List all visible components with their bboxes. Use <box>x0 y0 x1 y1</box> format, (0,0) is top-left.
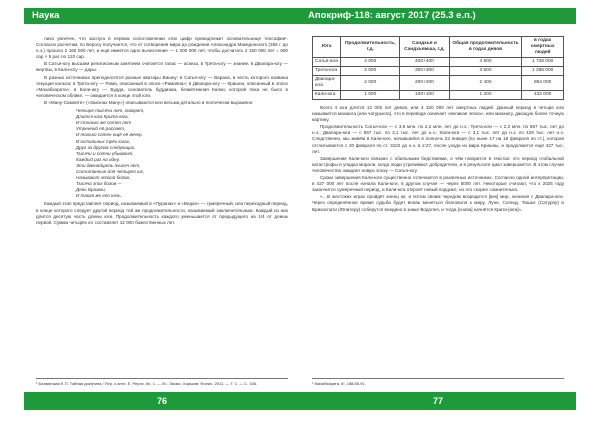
table-cell: 432 000 <box>522 91 564 100</box>
table-cell: 1 728 000 <box>522 58 564 67</box>
poem-line: И такая же его ночь. <box>76 193 122 199</box>
table-cell: 2 000 <box>341 76 400 91</box>
poem-line: Тысячи и сотни убывают, <box>76 150 134 156</box>
left-page-number: 76 <box>24 392 300 410</box>
table-cell: 400+400 <box>400 58 450 67</box>
right-paragraph-2: Продолжительность Сатья-юги — с 3,9 млн. по 2,2 млн. лет до н.э.; Трета-юги — с 2,2 млн. по 867 тыс. лет до н.э.; Двапара-юги — с 867 тыс. по 3,1 тыс. лет до н.э.; Кали-юги — с 3,1 тыс. лет до н.э. по 429 тыс. лет н.э. Следственно, мы живём в Кали-юге, начавшейся в полночь 23 января (по ныне 17 на 18 февраля по ст.), которая отсчитывается с 20 февраля по ст. 3102 до н.э. в 2:27, после ухода из мира Кришны, и продолжится ещё 427 тыс. лет. <box>312 124 564 154</box>
right-page-header: Апокриф-118: август 2017 (25.3 е.п.) <box>300 8 576 24</box>
table-cell: 2 400 <box>449 76 522 91</box>
table-cell: 1 000 <box>341 91 400 100</box>
left-paragraph-2: В Сатья-югу высшим религиозным занятием считается тапас — аскеза, в Трета-югу — знание, в Двапара-югу — жертвы, в Кали-югу — дары. <box>36 61 288 73</box>
table-cell: 1 296 000 <box>522 67 564 76</box>
table-header: Продолжительность, г.д. <box>341 37 400 58</box>
table-header: Общая продолжительность в годах девов <box>449 37 522 58</box>
table-cell: 864 000 <box>522 76 564 91</box>
left-paragraph-1: лихо увлечен, что заслуга в первом сопоставлении этих цифр принадлежит основательнице теософии¹. Согласно расчетам, по Беросу получается, что от сотворения мира до рождения Александра Македонского (356 г. до н.э.) прошло 2 160 000 лет, и ещё имеется одно вычисление — 1 200 000 лет, чтобы досчитать 2 160 000 лет = 600 сар × 5 рас по 120 сар. <box>36 36 288 60</box>
poem-line: Сосчитанные для четырёх юг, <box>76 168 145 174</box>
left-page-body <box>36 36 288 374</box>
poem-line: День Брахмы, <box>76 187 107 193</box>
left-closing-paragraph: Каждый этап представляет период, называемый в «Пуранах» и «Ведах» — сумеречный, или переходный период, в конце которого следует другой период той же продолжительности, называемый заключительным. Каждый из них длится десятую часть длины юги. Продолжительность каждого уменьшается от предыдущего на 1/4 от длины первой. Сумма четырёх юг составляет 12 000 божественных лет. <box>36 201 288 225</box>
right-paragraph-1: Всего 4 юги длятся 12 000 лет девов, или 4 320 000 лет смертных людей. Данный период в четыре юги называется махаюга (или чатурьюга), что в переводе означает «великая эпоха», или махаюгу, дающую более точную картину. <box>312 105 564 123</box>
table-cell: Трета-юга <box>313 67 341 76</box>
poem-line: И только сотен ещё её вечер. <box>76 132 143 138</box>
left-paragraph-4: В «Ману-Самхите» («Законах Ману») описываются юги весьма детально и поэтически выражено: <box>44 99 254 105</box>
table-header: Сандхья и Сандхьямша, г.д. <box>400 37 450 58</box>
table-cell: Двапара-юга <box>313 76 341 91</box>
table-cell: 200+200 <box>400 76 450 91</box>
right-footnote: ¹ Махабхарата, III, 188:85-91. <box>312 378 564 386</box>
table-cell: 4 800 <box>449 58 522 67</box>
poem-line: Каждый раз на одну. <box>76 156 120 162</box>
poem-line: Длится юга Крита-юга, <box>76 114 129 120</box>
right-page-number: 77 <box>300 392 576 410</box>
yuga-table <box>312 36 564 100</box>
table-row <box>313 91 564 100</box>
poem-line: Тысяча эпох богов — <box>76 181 122 187</box>
left-paragraph-3: В разных источниках преподносятся разные аватары Вишну: в Сатья-югу — Вараха, в честь которого названа текущая кальпа; в Трета-югу — Рама, описанный в эпосе «Рамаяна»; в Двапара-югу — Кришна, описанный в эпосе «Махабхарата»; в Кали-югу — Будда, основатель буддизма, безмятежная Калки, которой пока не было в человеческом облике, — ожидается в конце этой юги. <box>36 74 288 98</box>
table-cell: 3 000 <box>341 67 400 76</box>
poem-line: Друг за другом следующих, <box>76 144 136 150</box>
right-page <box>300 0 600 424</box>
poem-line: Эти двенадцать тысяч лет, <box>76 162 141 168</box>
table-row <box>313 76 564 91</box>
table-cell: Сатья-юга <box>313 58 341 67</box>
poem-line: Утренний её рассвет, <box>76 126 126 132</box>
table-cell: 1 200 <box>449 91 522 100</box>
poem-line: В остальных трёх югах, <box>76 138 131 144</box>
table-header: в годах смертных людей <box>522 37 564 58</box>
table-row <box>313 58 564 67</box>
left-footnote: ¹ Блаватская Е.П. Тайная доктрина / Пер. с англ. Е. Рерих, Кн. 1. — М.: Эксмо, Харьков: Фолио, 2011. — Т. 1. — С. 345. <box>36 378 288 386</box>
right-paragraph-5: «…В жестоких играх пройдёт конец юг, и потом своим чередом возродится [век] мир, начиная с Двапара-юги. Через определённое время судьба будет вновь меняться благоволя к миру, Луне, Солнцу, Тишье (Сатурну) и Брихаспати (Юпитеру) соберутся воедино в знаке Водолея, и тогда [снова] начнётся Крита-[юга]». <box>312 194 564 212</box>
right-page-body <box>312 36 564 374</box>
poem-line: Четыре тысячи лет, говорят, <box>76 108 145 114</box>
table-cell: 3 600 <box>449 67 522 76</box>
table-cell: 4 000 <box>341 58 400 67</box>
poem-line: Называют эпохой богов. <box>76 175 131 181</box>
table-header: Юга <box>313 37 341 58</box>
table-cell: 300+300 <box>400 67 450 76</box>
poem <box>76 108 288 199</box>
table-cell: Кали-юга <box>313 91 341 100</box>
table-row <box>313 67 564 76</box>
poem-line: И столько же сотен лет <box>76 120 132 126</box>
left-page-header: Наука <box>24 8 300 24</box>
right-paragraph-4: Сроки завершения Кали-юги существенно отличаются в различных источниках. Согласно одной интерпретации, в 427 000 лет после начала Кали-юги, в другом случае — через 5000 лет. Некоторые считают, что к 2025 году закончится сумеречный период, и Кали-юга откроет новый подцикл, но это скорее сомнительно. <box>312 175 564 193</box>
table-cell: 100+100 <box>400 91 450 100</box>
right-paragraph-3: Завершение Кали-юги связано с обильными бедствиями, о чём говорится в текстах: это период глобальной катастрофы и упадка морали, когда люди утрачивают добродетели, и в результате цикл завершается. В этом случае человечество ожидает новую эпоху — Сатья-югу. <box>312 155 564 173</box>
